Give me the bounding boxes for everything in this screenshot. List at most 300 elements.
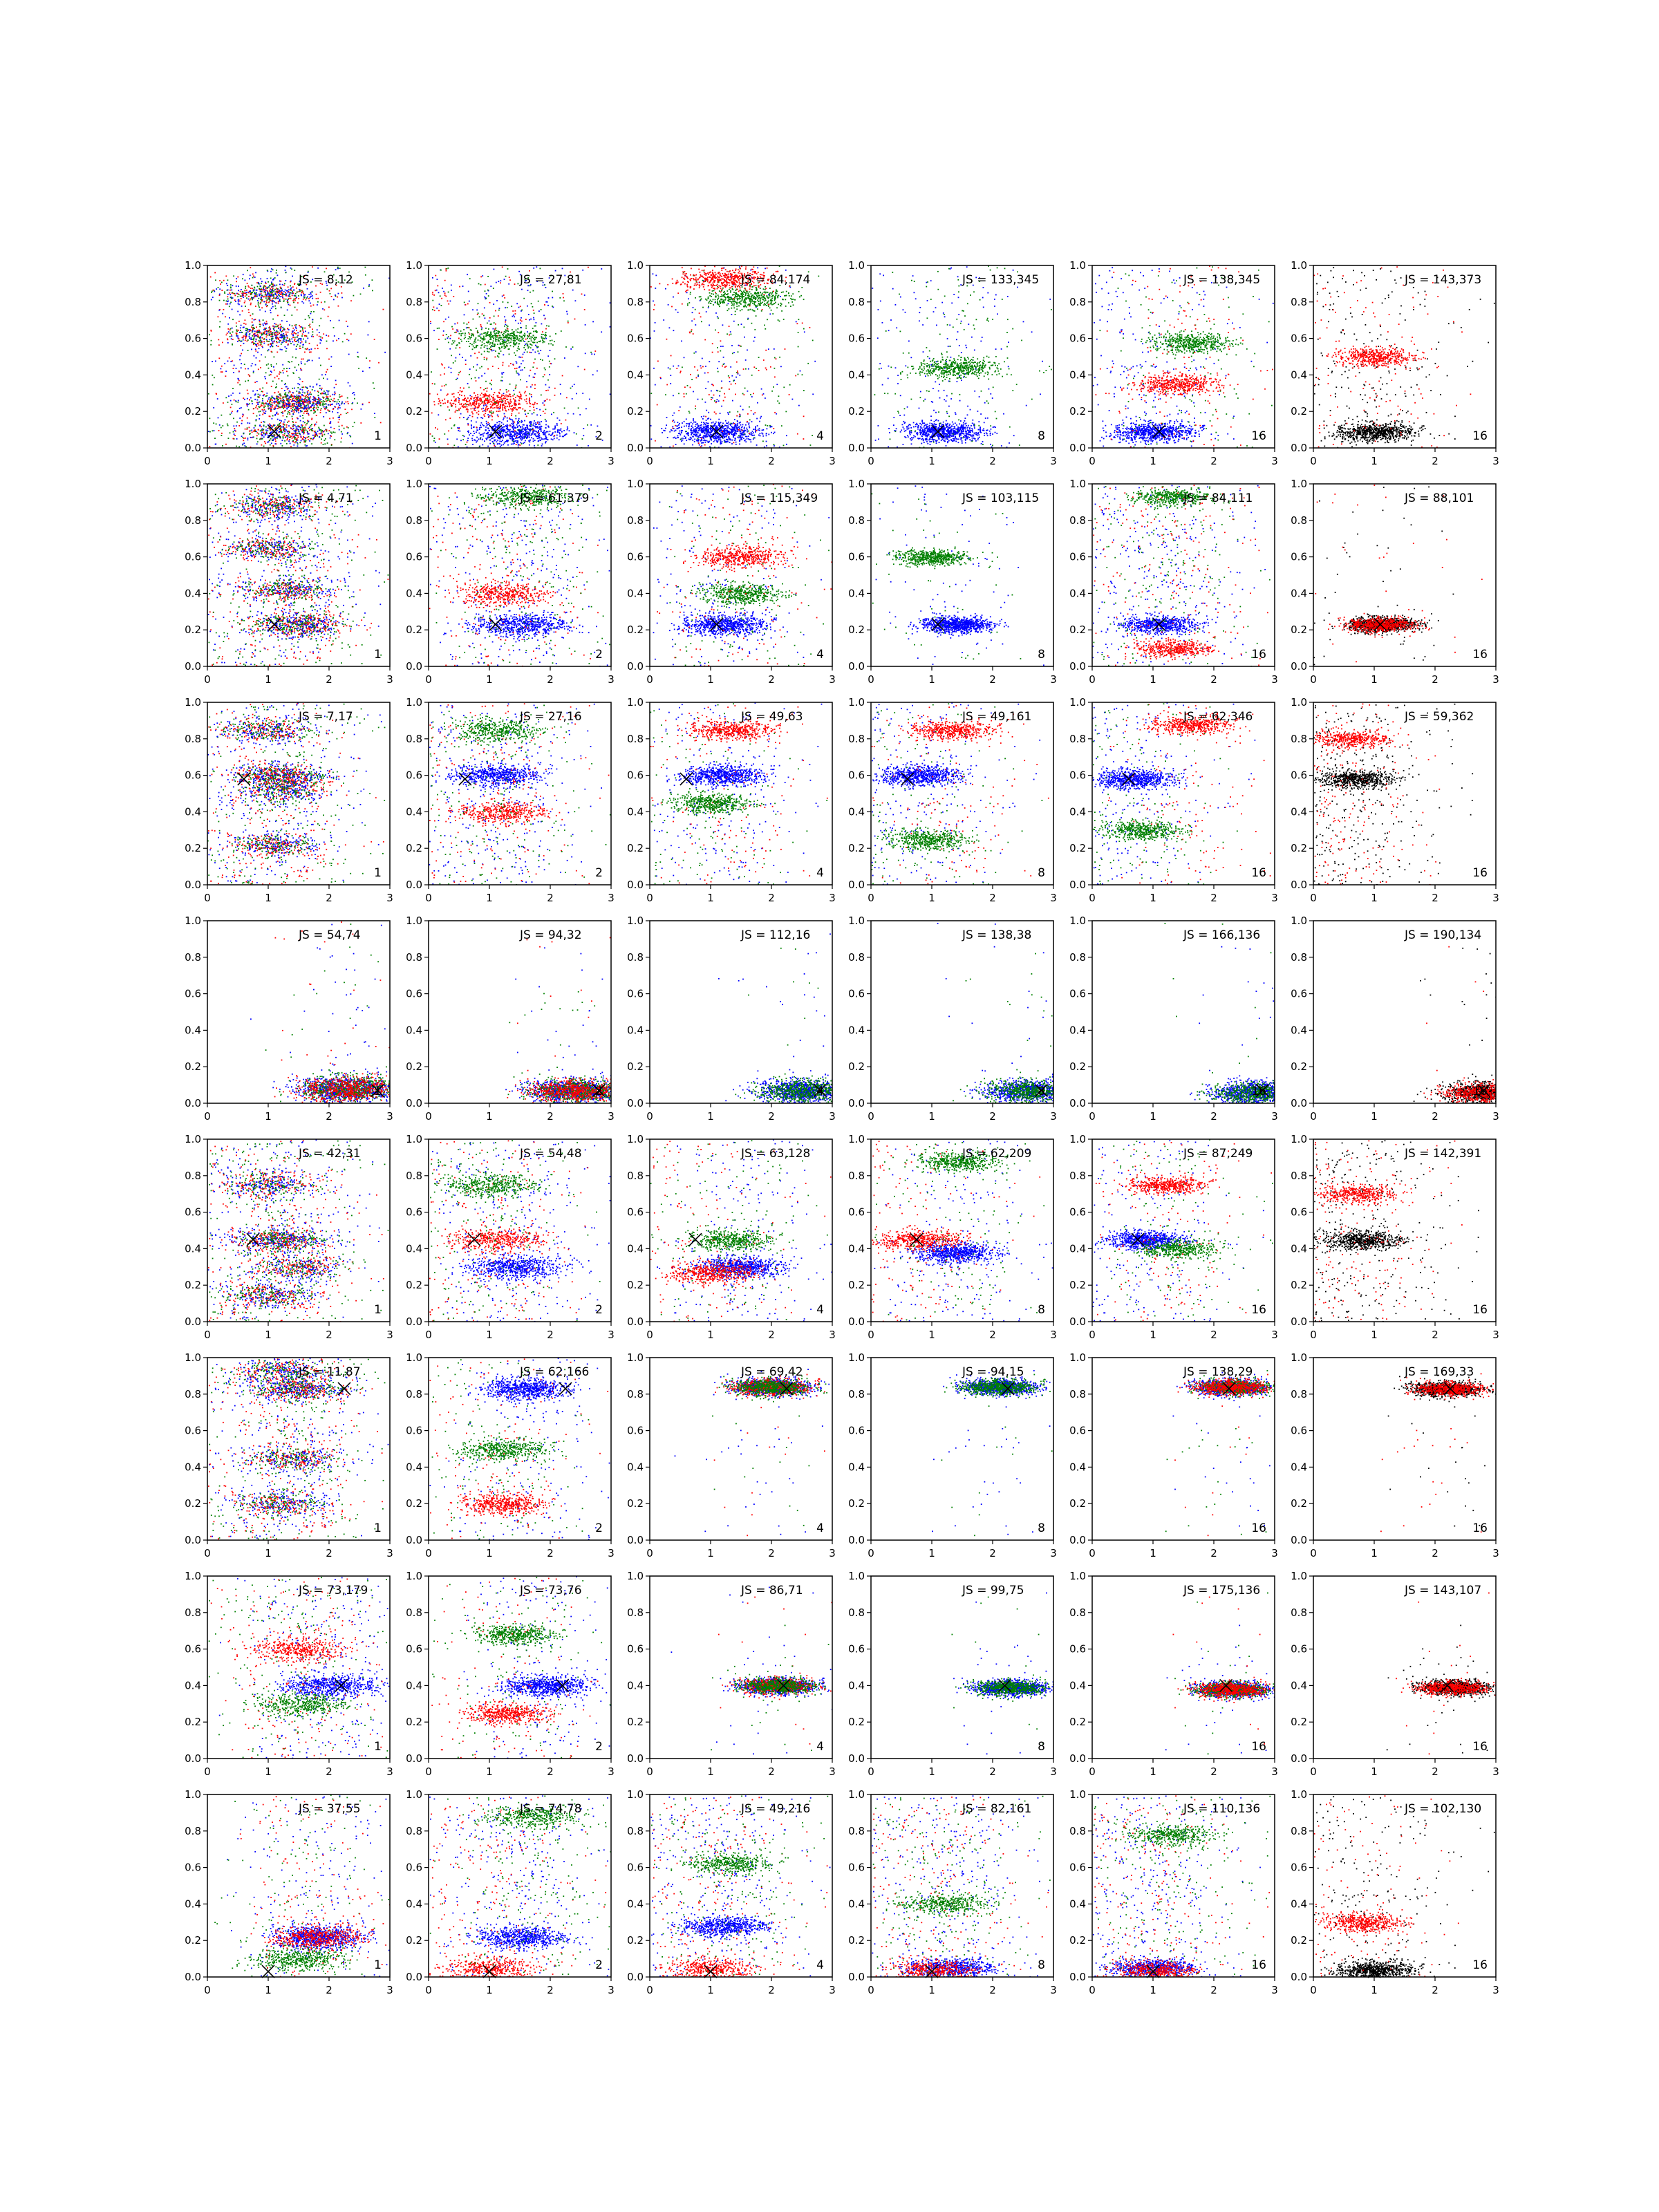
scatter-point (309, 317, 310, 319)
scatter-point (274, 285, 275, 286)
scatter-point (465, 332, 466, 334)
scatter-point (489, 348, 490, 350)
scatter-point (541, 336, 543, 337)
scatter-point (232, 388, 234, 389)
scatter-point (306, 424, 307, 426)
scatter-point (332, 409, 334, 410)
scatter-point (219, 288, 221, 290)
scatter-point (432, 292, 433, 293)
scatter-point (260, 367, 261, 368)
scatter-point (534, 409, 535, 411)
scatter-point (262, 347, 263, 348)
scatter-point (487, 290, 489, 291)
scatter-point (216, 288, 217, 290)
scatter-point (484, 402, 485, 404)
scatter-point (489, 443, 491, 444)
scatter-point (454, 341, 456, 342)
scatter-point (346, 402, 347, 403)
scatter-point (521, 321, 523, 322)
scatter-point (459, 431, 460, 432)
scatter-point (297, 335, 299, 336)
scatter-point (519, 431, 521, 432)
scatter-point (263, 288, 264, 289)
scatter-point (518, 307, 520, 308)
scatter-point (440, 389, 442, 391)
scatter-point (332, 340, 334, 341)
scatter-point (256, 381, 258, 382)
scatter-point (312, 403, 314, 404)
x-tick-label: 0 (204, 455, 211, 467)
scatter-point (714, 440, 715, 441)
scatter-point (533, 338, 534, 339)
scatter-point (503, 419, 504, 420)
scatter-point (287, 413, 288, 415)
scatter-point (507, 418, 508, 419)
scatter-point (474, 347, 475, 348)
scatter-point (326, 371, 327, 373)
scatter-point (281, 432, 282, 433)
scatter-point (477, 430, 478, 431)
scatter-point (500, 431, 502, 432)
scatter-point (534, 434, 535, 435)
scatter-point (261, 299, 263, 301)
scatter-point (294, 434, 296, 435)
scatter-point (232, 404, 233, 405)
scatter-point (263, 407, 265, 409)
scatter-point (292, 300, 294, 301)
scatter-point (304, 364, 306, 365)
scatter-point (485, 409, 486, 411)
scatter-point (514, 443, 515, 444)
scatter-point (289, 292, 290, 294)
scatter-point (250, 337, 252, 339)
scatter-point (255, 341, 256, 342)
scatter-point (241, 407, 242, 409)
scatter-points (429, 266, 611, 449)
scatter-point (512, 428, 514, 429)
scatter-point (243, 397, 244, 399)
scatter-point (368, 335, 369, 336)
scatter-point (487, 427, 489, 429)
scatter-point (284, 411, 285, 412)
scatter-point (264, 285, 265, 287)
scatter-point (437, 285, 438, 287)
scatter-point (334, 439, 335, 440)
scatter-point (456, 379, 457, 380)
scatter-point (715, 422, 717, 423)
scatter-point (314, 407, 315, 409)
scatter-point (760, 416, 762, 418)
scatter-point (334, 387, 335, 388)
scatter-point (503, 339, 504, 341)
scatter-point (335, 269, 337, 270)
scatter-point (222, 425, 223, 427)
scatter-point (274, 402, 275, 404)
scatter-point (258, 429, 259, 431)
scatter-point (514, 435, 515, 437)
scatter-point (295, 437, 297, 438)
scatter-point (267, 294, 268, 295)
scatter-point (249, 300, 250, 301)
scatter-point (228, 438, 229, 439)
scatter-point (458, 397, 459, 398)
scatter-point (487, 422, 489, 424)
scatter-point (316, 294, 317, 295)
scatter-point (286, 405, 288, 406)
scatter-point (502, 296, 503, 297)
scatter-point (320, 365, 321, 366)
scatter-point (368, 285, 370, 287)
scatter-point (310, 351, 312, 353)
scatter-point (279, 378, 280, 379)
scatter-point (497, 440, 498, 441)
scatter-point (474, 342, 475, 344)
scatter-point (272, 294, 274, 296)
scatter-point (466, 341, 467, 342)
scatter-point (272, 426, 273, 427)
scatter-point (270, 332, 271, 333)
scatter-point (481, 393, 482, 394)
scatter-point (263, 319, 264, 321)
scatter-point (254, 288, 256, 289)
scatter-point (529, 352, 531, 353)
scatter-point (251, 285, 252, 286)
scatter-point (312, 428, 313, 429)
scatter-point (307, 400, 308, 402)
scatter-point (311, 348, 312, 350)
scatter-point (511, 306, 512, 307)
scatter-point (272, 290, 273, 292)
scatter-point (525, 344, 526, 345)
scatter-point (531, 422, 532, 423)
scatter-point (499, 308, 500, 309)
scatter-point (552, 297, 553, 299)
scatter-point (515, 403, 516, 404)
scatter-point (462, 439, 464, 440)
scatter-point (477, 364, 478, 366)
scatter-point (293, 302, 294, 303)
scatter-point (294, 325, 296, 326)
scatter-point (487, 433, 489, 434)
scatter-point (269, 397, 270, 398)
scatter-point (497, 415, 498, 416)
scatter-point (350, 333, 352, 335)
scatter-point (520, 323, 521, 324)
scatter-point (665, 288, 666, 290)
scatter-point (489, 302, 491, 303)
scatter-point (339, 394, 340, 395)
scatter-point (291, 433, 292, 435)
scatter-point (461, 341, 462, 342)
scatter-point (247, 328, 248, 330)
scatter-point (245, 337, 247, 338)
scatter-point (532, 413, 533, 415)
scatter-point (545, 400, 546, 402)
scatter-point (522, 369, 523, 371)
scatter-point (517, 422, 518, 424)
scatter-point (274, 408, 275, 409)
scatter-point (518, 413, 520, 414)
scatter-point (463, 404, 465, 405)
scatter-point (444, 402, 446, 404)
scatter-point (734, 419, 735, 420)
scatter-point (312, 399, 313, 400)
scatter-point (243, 339, 244, 341)
scatter-point (515, 344, 516, 346)
scatter-point (502, 267, 503, 268)
scatter-point (429, 393, 431, 395)
scatter-point (326, 395, 328, 396)
scatter-point (274, 326, 275, 327)
scatter-point (302, 389, 303, 391)
scatter-point (347, 397, 348, 399)
scatter-point (531, 303, 532, 304)
scatter-point (211, 340, 212, 341)
scatter-point (496, 335, 498, 337)
scatter-point (240, 330, 241, 331)
scatter-point (271, 409, 272, 410)
scatter-point (294, 401, 296, 402)
scatter-point (432, 383, 433, 384)
scatter-point (529, 441, 530, 442)
scatter-point (500, 401, 502, 402)
scatter-point (469, 301, 470, 302)
scatter-point (337, 399, 339, 400)
scatter-point (529, 338, 530, 339)
scatter-point (467, 423, 469, 424)
scatter-point (496, 400, 498, 402)
scatter-point (289, 402, 290, 404)
scatter-point (525, 328, 527, 329)
scatter-point (251, 349, 252, 350)
scatter-point (453, 393, 455, 395)
scatter-point (260, 430, 261, 431)
scatter-point (281, 337, 282, 339)
scatter-point (498, 368, 499, 369)
scatter-point (378, 362, 379, 364)
scatter-point (366, 357, 367, 359)
scatter-point (549, 366, 550, 368)
scatter-point (300, 427, 301, 429)
scatter-point (483, 336, 485, 337)
scatter-point (301, 411, 303, 412)
scatter-point (323, 400, 324, 402)
scatter-point (478, 411, 480, 412)
scatter-point (504, 442, 505, 444)
scatter-point (469, 374, 470, 375)
scatter-point (503, 335, 504, 337)
scatter-point (264, 328, 265, 329)
scatter-point (507, 268, 509, 270)
scatter-point (265, 294, 266, 296)
scatter-point (283, 399, 284, 400)
scatter-point (453, 362, 454, 364)
scatter-point (451, 372, 452, 373)
scatter-point (509, 429, 510, 431)
scatter-point (225, 316, 226, 317)
scatter-point (265, 411, 267, 412)
scatter-point (521, 430, 522, 431)
scatter-point (519, 338, 521, 339)
scatter-point (482, 424, 483, 426)
scatter-point (484, 351, 485, 353)
scatter-point (582, 393, 583, 394)
scatter-point (505, 319, 507, 321)
scatter-point (458, 447, 459, 448)
scatter-point (335, 432, 336, 433)
scatter-point (472, 416, 474, 418)
scatter-point (460, 333, 462, 335)
scatter-point (512, 310, 514, 312)
scatter-point (476, 401, 478, 402)
scatter-point (232, 360, 233, 362)
scatter-point (299, 289, 300, 290)
scatter-point (287, 290, 288, 292)
scatter-point (287, 302, 288, 303)
scatter-point (514, 400, 516, 401)
scatter-point (491, 406, 492, 408)
scatter-point (543, 376, 544, 377)
scatter-point (545, 420, 547, 422)
scatter-point (360, 294, 362, 295)
scatter-point (529, 397, 530, 399)
scatter-point (280, 393, 281, 395)
scatter-point (266, 324, 268, 325)
scatter-point (338, 403, 339, 404)
scatter-point (458, 398, 460, 400)
scatter-point (542, 444, 543, 445)
scatter-point (256, 443, 258, 444)
scatter-point (303, 401, 304, 402)
scatter-point (534, 312, 535, 314)
scatter-point (270, 300, 272, 301)
scatter-point (253, 413, 254, 414)
scatter-point (265, 427, 267, 428)
scatter-point (256, 390, 258, 391)
scatter-point (440, 375, 442, 376)
scatter-point (283, 285, 285, 286)
scatter-point (298, 397, 299, 399)
scatter-point (498, 392, 500, 393)
scatter-point (339, 407, 341, 409)
scatter-point (520, 340, 521, 341)
scatter-point (453, 342, 454, 344)
scatter-point (485, 335, 487, 337)
y-tick-label: 1.0 (185, 259, 201, 272)
scatter-point (577, 444, 578, 446)
y-tick-label: 0.2 (406, 405, 422, 418)
scatter-point (720, 413, 721, 414)
scatter-point (298, 298, 299, 299)
scatter-point (280, 281, 281, 282)
scatter-point (457, 427, 458, 429)
scatter-point (486, 341, 487, 343)
scatter-point (242, 278, 243, 279)
scatter-point (529, 410, 531, 411)
scatter-point (284, 405, 285, 406)
scatter-point (326, 341, 328, 342)
scatter-point (222, 313, 223, 315)
scatter-point (227, 424, 228, 425)
scatter-point (303, 359, 304, 360)
scatter-point (278, 292, 279, 293)
scatter-point (263, 341, 265, 342)
scatter-point (232, 331, 234, 332)
scatter-point (337, 409, 339, 410)
scatter-point (485, 430, 487, 431)
scatter-point (521, 440, 523, 441)
scatter-point (283, 436, 284, 438)
scatter-point (439, 438, 440, 440)
scatter-point (536, 332, 537, 333)
scatter-point (290, 343, 292, 344)
scatter-point (575, 300, 577, 301)
scatter-point (284, 336, 285, 337)
scatter-point (272, 293, 273, 294)
scatter-point (475, 377, 476, 379)
scatter-panel (627, 259, 836, 467)
scatter-point (303, 418, 304, 419)
scatter-point (446, 334, 447, 335)
scatter-point (525, 349, 526, 350)
scatter-point (262, 337, 263, 339)
scatter-point (301, 440, 302, 442)
scatter-point (539, 440, 541, 441)
scatter-point (520, 319, 521, 321)
scatter-point (270, 288, 271, 290)
scatter-point (303, 404, 305, 406)
scatter-point (238, 285, 239, 287)
scatter-point (304, 422, 306, 424)
scatter-point (467, 327, 469, 328)
scatter-point (249, 431, 250, 432)
scatter-point (232, 297, 234, 299)
scatter-point (454, 332, 456, 333)
scatter-point (505, 336, 507, 337)
scatter-point (314, 410, 315, 411)
scatter-point (528, 314, 529, 315)
scatter-point (322, 404, 324, 405)
scatter-point (253, 409, 254, 410)
scatter-point (329, 290, 330, 292)
scatter-point (214, 438, 216, 439)
scatter-point (339, 429, 340, 431)
scatter-point (285, 395, 287, 397)
scatter-point (261, 332, 262, 334)
scatter-point (301, 362, 302, 363)
scatter-point (231, 338, 232, 339)
scatter-point (258, 298, 259, 299)
scatter-point (543, 438, 544, 440)
scatter-point (237, 335, 238, 337)
scatter-point (328, 393, 329, 395)
scatter-point (259, 326, 261, 328)
scatter-point (495, 310, 496, 312)
scatter-point (280, 294, 281, 295)
scatter-point (513, 409, 514, 411)
scatter-point (270, 346, 271, 348)
scatter-point (276, 291, 278, 292)
scatter-point (481, 329, 482, 330)
scatter-point (259, 321, 261, 323)
scatter-point (288, 375, 289, 377)
scatter-point (474, 341, 475, 342)
scatter-point (529, 335, 530, 336)
scatter-point (286, 335, 288, 337)
scatter-point (243, 274, 244, 275)
scatter-point (548, 344, 550, 345)
scatter-point (589, 399, 590, 400)
